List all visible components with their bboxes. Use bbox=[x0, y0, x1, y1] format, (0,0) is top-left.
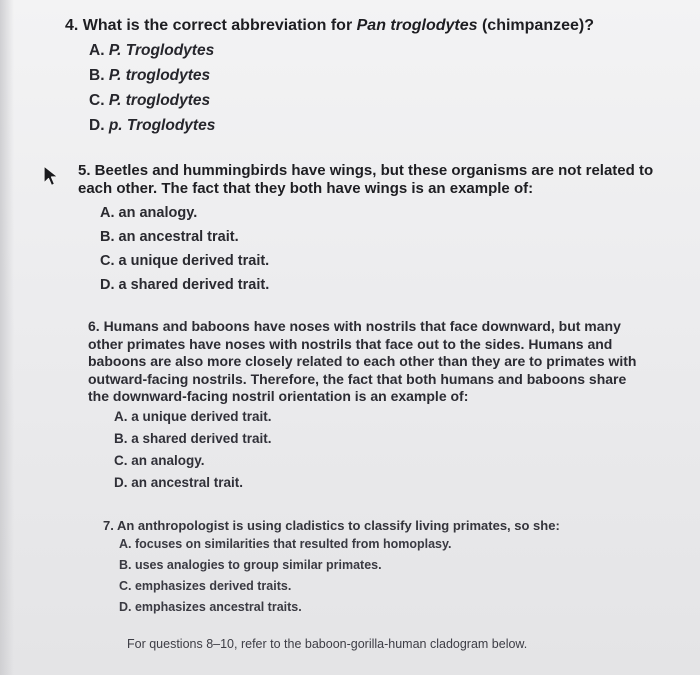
question-7-options bbox=[119, 534, 663, 618]
question-4-option-a[interactable] bbox=[89, 38, 665, 63]
question-5-option-a[interactable]: A. an analogy. bbox=[100, 204, 198, 221]
question-7-option-c[interactable]: C. emphasizes derived traits. bbox=[119, 579, 292, 593]
question-7-option-d[interactable]: D. emphasizes ancestral traits. bbox=[119, 600, 302, 614]
question-5-options bbox=[100, 201, 668, 297]
question-6-option-d[interactable]: D. an ancestral trait. bbox=[114, 474, 244, 490]
question-5-option-b[interactable]: B. an ancestral trait. bbox=[100, 228, 239, 245]
cladogram-instruction: For questions 8–10, refer to the baboon-gorilla-human cladogram below. bbox=[127, 637, 528, 651]
option-letter: D. bbox=[89, 116, 105, 134]
option-text: P. troglodytes bbox=[108, 66, 211, 84]
option-letter: C. bbox=[89, 91, 105, 109]
mouse-pointer-icon bbox=[41, 164, 63, 188]
question-6-option-c[interactable]: C. an analogy. bbox=[114, 452, 205, 468]
question-6 bbox=[88, 318, 648, 494]
option-text: p. Troglodytes bbox=[108, 116, 216, 134]
question-4-option-d[interactable] bbox=[89, 113, 665, 138]
option-text: P. Troglodytes bbox=[108, 41, 215, 59]
question-6-option-a[interactable]: A. a unique derived trait. bbox=[114, 408, 272, 424]
question-7 bbox=[103, 518, 663, 618]
question-7-stem: 7. An anthropologist is using cladistics to classify living primates, so she: bbox=[103, 518, 560, 533]
question-5-option-d[interactable]: D. a shared derived trait. bbox=[100, 276, 270, 293]
option-text: P. troglodytes bbox=[108, 91, 211, 109]
question-5-stem: 5. Beetles and hummingbirds have wings, but these organisms are not related to each other. The fact that they both have wings is an example of: bbox=[78, 162, 654, 198]
question-4-stem bbox=[65, 16, 665, 36]
page-shadow bbox=[0, 0, 14, 675]
option-letter: B. bbox=[89, 66, 105, 84]
question-6-stem: 6. Humans and baboons have noses with nostrils that face downward, but many other primates have noses with nostrils that face out to the sides. Humans and baboons are also more closely related to each other than they are to primates with outward-facing nostrils. Therefore, the fact that both humans and baboons share the downward-facing nostril orientation is an example of: bbox=[88, 318, 637, 405]
question-4-option-b[interactable] bbox=[89, 63, 665, 88]
question-6-options bbox=[114, 406, 648, 494]
question-4-stem-text: 4. What is the correct abbreviation for bbox=[65, 17, 357, 34]
question-4-stem-end: (chimpanzee)? bbox=[477, 17, 594, 34]
question-7-option-a[interactable]: A. focuses on similarities that resulted from homoplasy. bbox=[119, 537, 452, 551]
question-4-option-c[interactable] bbox=[89, 88, 665, 113]
question-5-option-c[interactable]: C. a unique derived trait. bbox=[100, 252, 270, 269]
question-7-option-b[interactable]: B. uses analogies to group similar primates. bbox=[119, 558, 382, 572]
question-4-options bbox=[89, 38, 665, 138]
option-letter: A. bbox=[89, 41, 105, 59]
question-4-species-name: Pan troglodytes bbox=[356, 17, 478, 34]
question-4 bbox=[65, 16, 665, 138]
question-6-option-b[interactable]: B. a shared derived trait. bbox=[114, 430, 272, 446]
question-5 bbox=[78, 162, 668, 297]
